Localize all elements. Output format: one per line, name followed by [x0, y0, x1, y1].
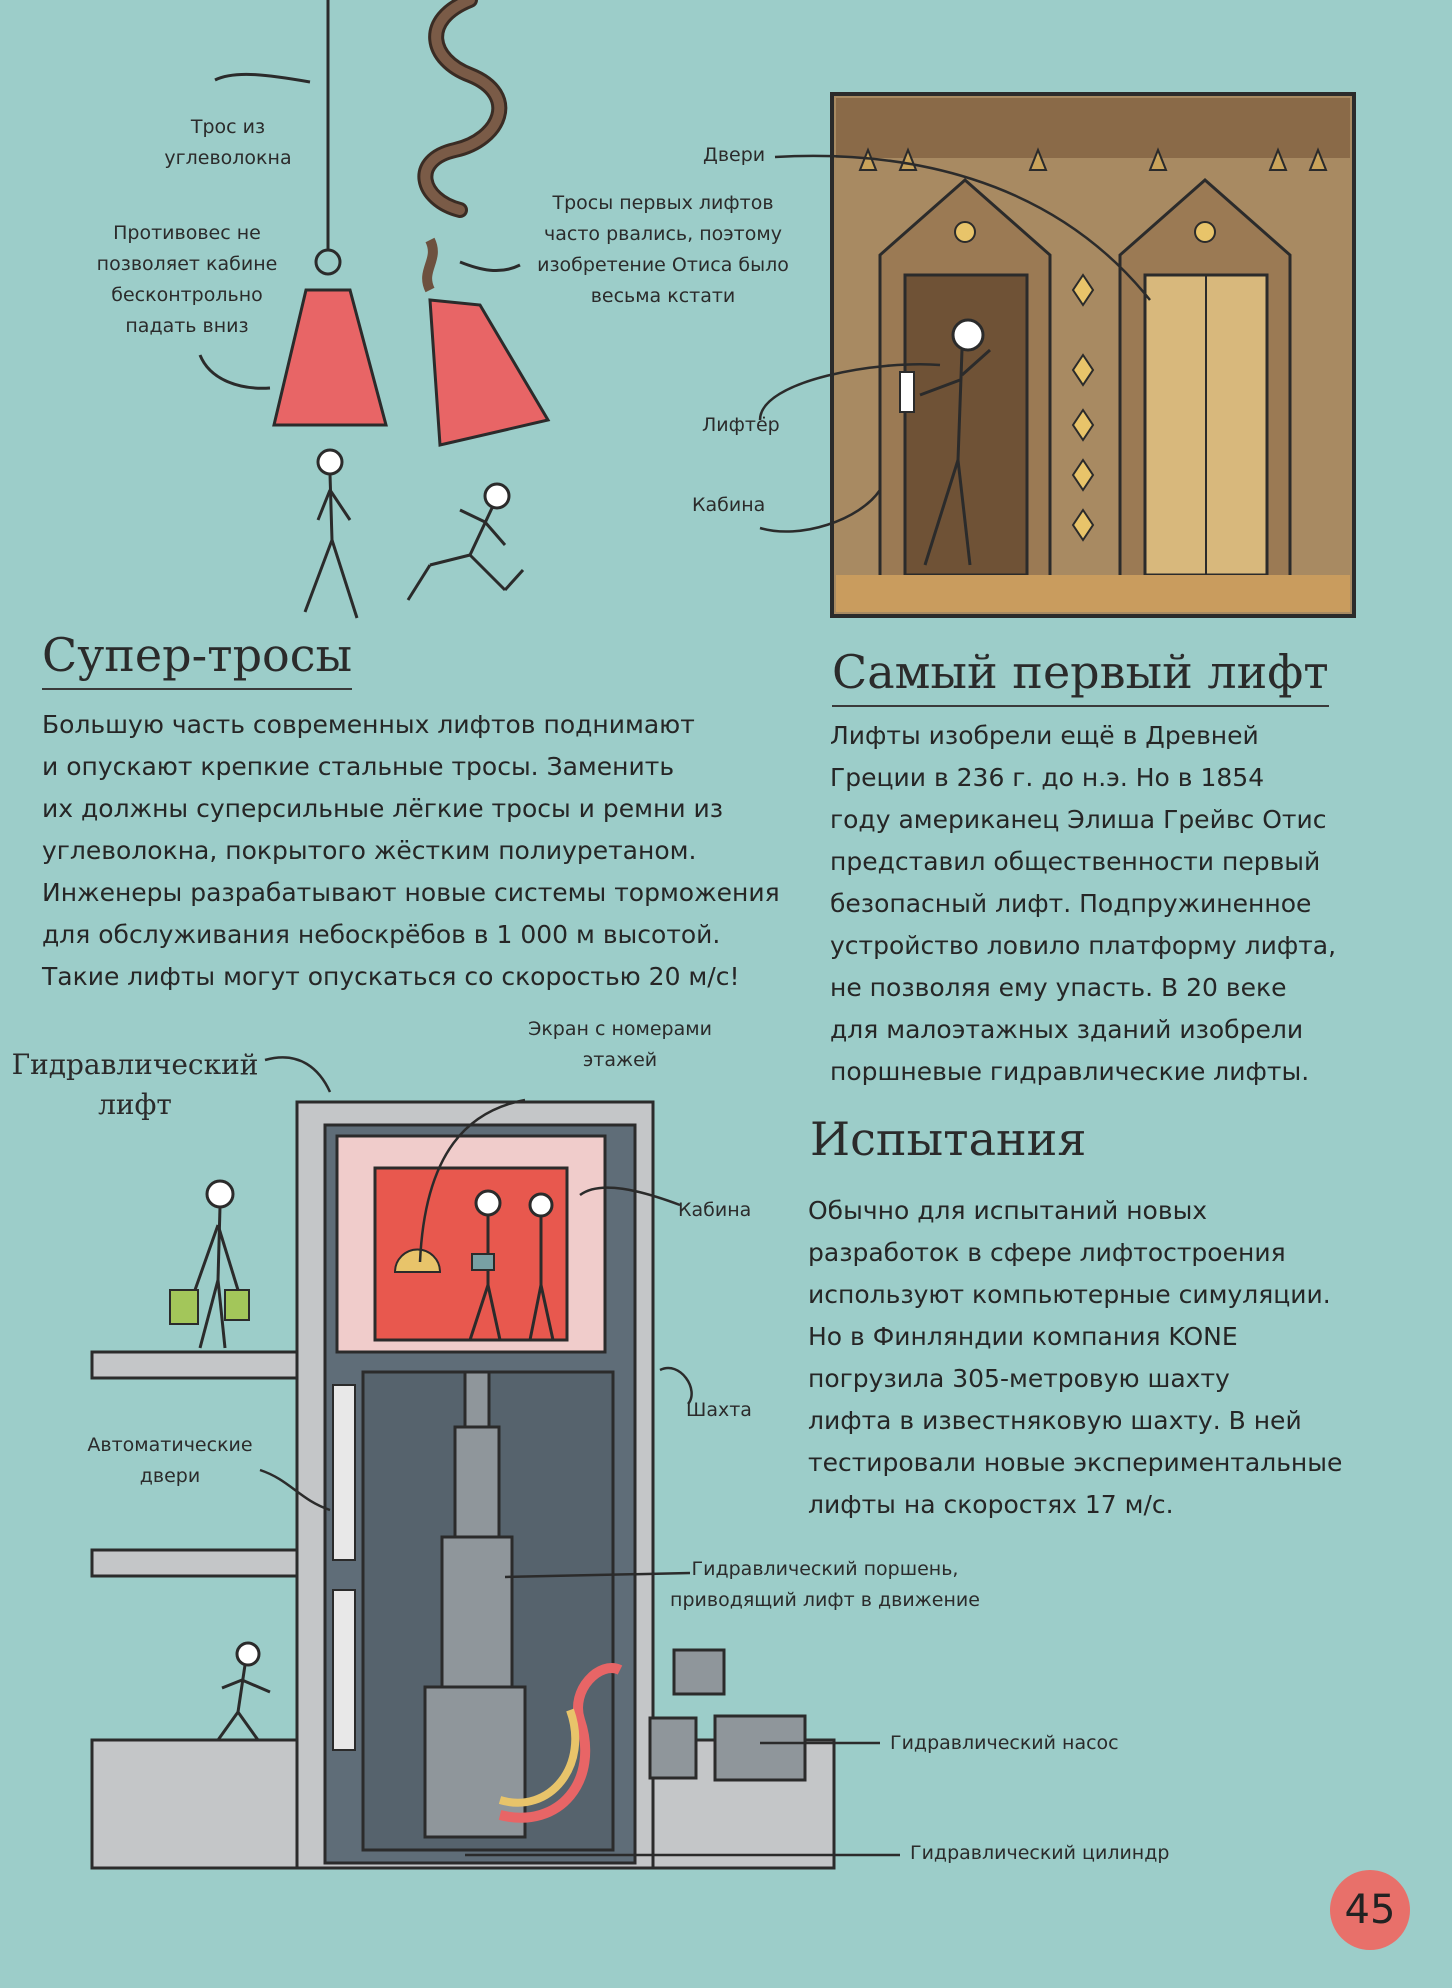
- text-line: погрузила 305-метровую шахту: [808, 1364, 1230, 1393]
- tests-text: [808, 1190, 1408, 1526]
- text-line: углеволокна, покрытого жёстким полиуретаном.: [42, 836, 697, 865]
- auto-doors-label-line: Автоматические: [87, 1434, 253, 1456]
- first-elevator-illustration: [760, 94, 1354, 616]
- broken-cable-label-line: весьма кстати: [590, 285, 736, 307]
- broken-cable-label-line: изобретение Отиса было: [537, 254, 789, 276]
- counterweight-label-line: бесконтрольно: [111, 284, 263, 306]
- cylinder-label: Гидравлический цилиндр: [910, 1842, 1170, 1864]
- text-line: безопасный лифт. Подпружиненное: [830, 889, 1312, 918]
- hydraulic-cabin-label: Кабина: [678, 1199, 752, 1221]
- text-line: для малоэтажных зданий изобрели: [830, 1015, 1304, 1044]
- auto-doors-label-line: двери: [139, 1465, 201, 1487]
- pump-label: Гидравлический насос: [890, 1732, 1119, 1754]
- piston-label-line: приводящий лифт в движение: [670, 1589, 980, 1611]
- text-line: тестировали новые экспериментальные: [808, 1448, 1343, 1477]
- text-line: лифты на скоростях 17 м/с.: [808, 1490, 1174, 1519]
- text-line: не позволяя ему упасть. В 20 веке: [830, 973, 1287, 1002]
- text-line: Лифты изобрели ещё в Древней: [830, 721, 1259, 750]
- piston-label-line: Гидравлический поршень,: [691, 1558, 959, 1580]
- text-line: представил общественности первый: [830, 847, 1321, 876]
- operator-label: Лифтёр: [702, 414, 780, 436]
- cabin-label: Кабина: [692, 494, 766, 516]
- tests-heading: Испытания: [810, 1112, 1087, 1166]
- text-line: Греции в 236 г. до н.э. Но в 1854: [830, 763, 1265, 792]
- page-number-badge: 45: [1330, 1870, 1410, 1950]
- floor-screen-label-line: Экран с номерами: [528, 1018, 712, 1040]
- text-line: устройство ловило платформу лифта,: [830, 931, 1337, 960]
- first-elevator-heading: Самый первый лифт: [832, 645, 1329, 707]
- title-line: Гидравлический: [11, 1048, 259, 1081]
- text-line: их должны суперсильные лёгкие тросы и ремни из: [42, 794, 724, 823]
- text-line: году американец Элиша Грейвс Отис: [830, 805, 1327, 834]
- text-line: Такие лифты могут опускаться со скоростью 20 м/с!: [42, 962, 740, 991]
- text-line: Обычно для испытаний новых: [808, 1196, 1208, 1225]
- cable-label: [128, 112, 328, 174]
- floor-screen-label: [500, 1014, 740, 1076]
- auto-doors-label: [70, 1430, 270, 1492]
- title-line: лифт: [98, 1088, 172, 1121]
- first-elevator-text: [830, 715, 1410, 1093]
- hydraulic-elevator-title: [10, 1045, 260, 1125]
- broken-cable-label: [518, 188, 808, 312]
- counterweight-label-line: позволяет кабине: [96, 253, 278, 275]
- text-line: для обслуживания небоскрёбов в 1 000 м высотой.: [42, 920, 721, 949]
- super-cables-heading: Супер-тросы: [42, 628, 352, 690]
- counterweight-label: [72, 218, 302, 342]
- text-line: поршневые гидравлические лифты.: [830, 1057, 1310, 1086]
- text-line: используют компьютерные симуляции.: [808, 1280, 1331, 1309]
- cable-label-line: Трос из: [190, 116, 266, 138]
- text-line: Инженеры разрабатывают новые системы торможения: [42, 878, 780, 907]
- broken-cable-label-line: часто рвались, поэтому: [544, 223, 782, 245]
- piston-label: [660, 1554, 990, 1616]
- text-line: Но в Финляндии компания KONE: [808, 1322, 1238, 1351]
- text-line: лифта в известняковую шахту. В ней: [808, 1406, 1302, 1435]
- shaft-label: Шахта: [686, 1399, 752, 1421]
- text-line: разработок в сфере лифтостроения: [808, 1238, 1286, 1267]
- text-line: и опускают крепкие стальные тросы. Заменить: [42, 752, 675, 781]
- cable-label-line: углеволокна: [164, 147, 292, 169]
- counterweight-label-line: падать вниз: [125, 315, 249, 337]
- floor-screen-label-line: этажей: [582, 1049, 658, 1071]
- super-cables-text: [42, 704, 802, 998]
- broken-cable-label-line: Тросы первых лифтов: [552, 192, 774, 214]
- counterweight-label-line: Противовес не: [113, 222, 261, 244]
- doors-label: Двери: [703, 144, 766, 166]
- text-line: Большую часть современных лифтов поднимают: [42, 710, 695, 739]
